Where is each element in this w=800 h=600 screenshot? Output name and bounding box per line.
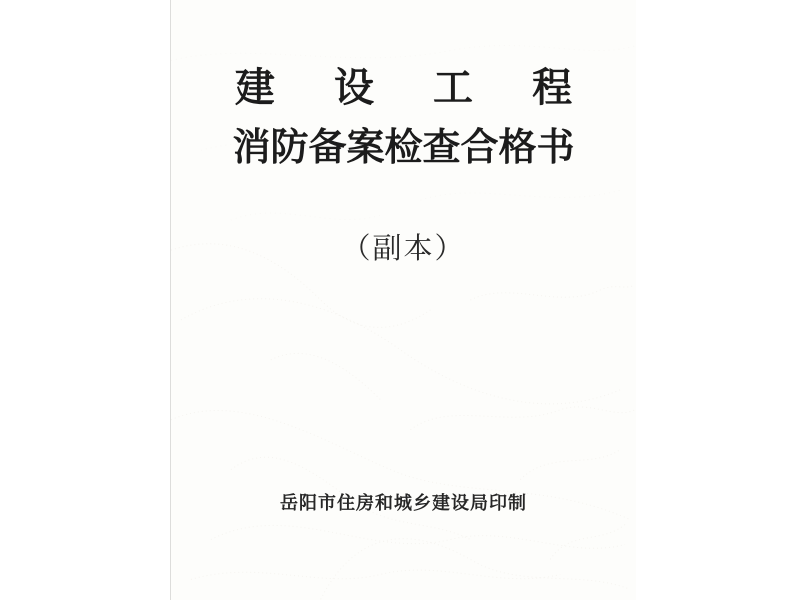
copy-type-label: （副本） [341,233,466,265]
document-title-line1: 建 设 工 程 [234,66,597,110]
title-block [171,68,636,167]
publisher-label: 岳阳市住房和城乡建设局印制 [280,493,527,513]
paper-sheet [170,0,636,600]
document-title-line2: 消防备案检查合格书 [232,127,575,169]
